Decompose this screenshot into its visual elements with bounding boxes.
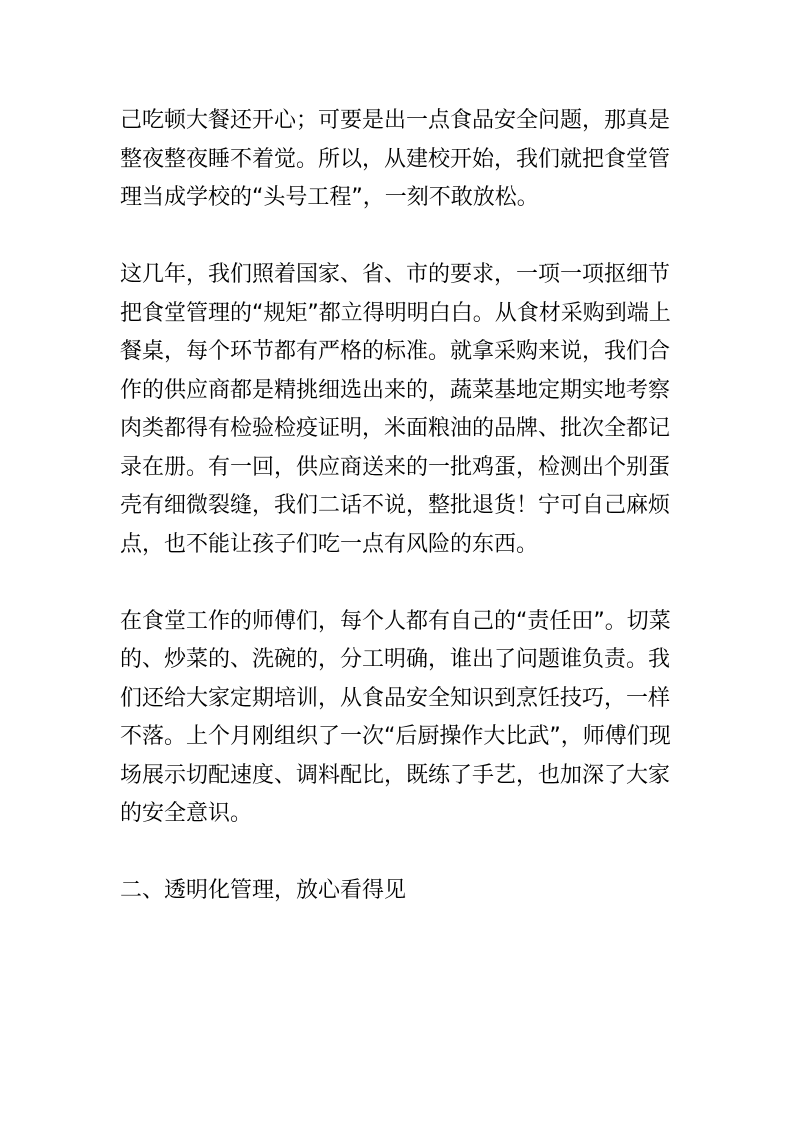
text-line: 录在册。有一回，供应商送来的一批鸡蛋，检测出个别蛋 [120,454,671,480]
document-page [120,102,676,911]
text-line: 场展示切配速度、调料配比，既练了手艺，也加深了大家 [120,762,671,788]
paragraph-3 [120,603,676,834]
text-line: 肉类都得有检验检疫证明，米面粮油的品牌、批次全都记 [120,416,671,441]
text-line: 壳有细微裂缝，我们二话不说，整批退货！宁可自己麻烦 [120,493,671,518]
text-line: 理当成学校的“头号工程”，一刻不敢放松。 [120,185,539,210]
text-line: 把食堂管理的“规矩”都立得明明白白。从食材采购到端上 [120,300,671,326]
section-heading: 二、透明化管理，放心看得见 [120,878,407,903]
text-line: 作的供应商都是精挑细选出来的，蔬菜基地定期实地考察 [120,377,671,403]
text-line: 整夜整夜睡不着觉。所以，从建校开始，我们就把食堂管 [120,146,671,172]
text-line: 不落。上个月刚组织了一次“后厨操作大比武”，师傅们现 [120,724,671,749]
paragraph-2 [120,256,676,564]
text-line: 餐桌，每个环节都有严格的标准。就拿采购来说，我们合 [120,339,671,364]
text-line: 的、炒菜的、洗碗的，分工明确，谁出了问题谁负责。我 [120,647,671,672]
text-line: 点，也不能让孩子们吃一点有风险的东西。 [120,531,539,557]
text-line: 的安全意识。 [120,801,253,826]
text-line: 己吃顿大餐还开心；可要是出一点食品安全问题，那真是 [120,108,671,133]
text-line: 们还给大家定期培训，从食品安全知识到烹饪技巧，一样 [120,685,671,711]
text-line: 这几年，我们照着国家、省、市的要求，一项一项抠细节 [120,262,671,287]
text-line: 在食堂工作的师傅们，每个人都有自己的“责任田”。切菜 [120,608,671,634]
paragraph-1 [120,102,676,218]
